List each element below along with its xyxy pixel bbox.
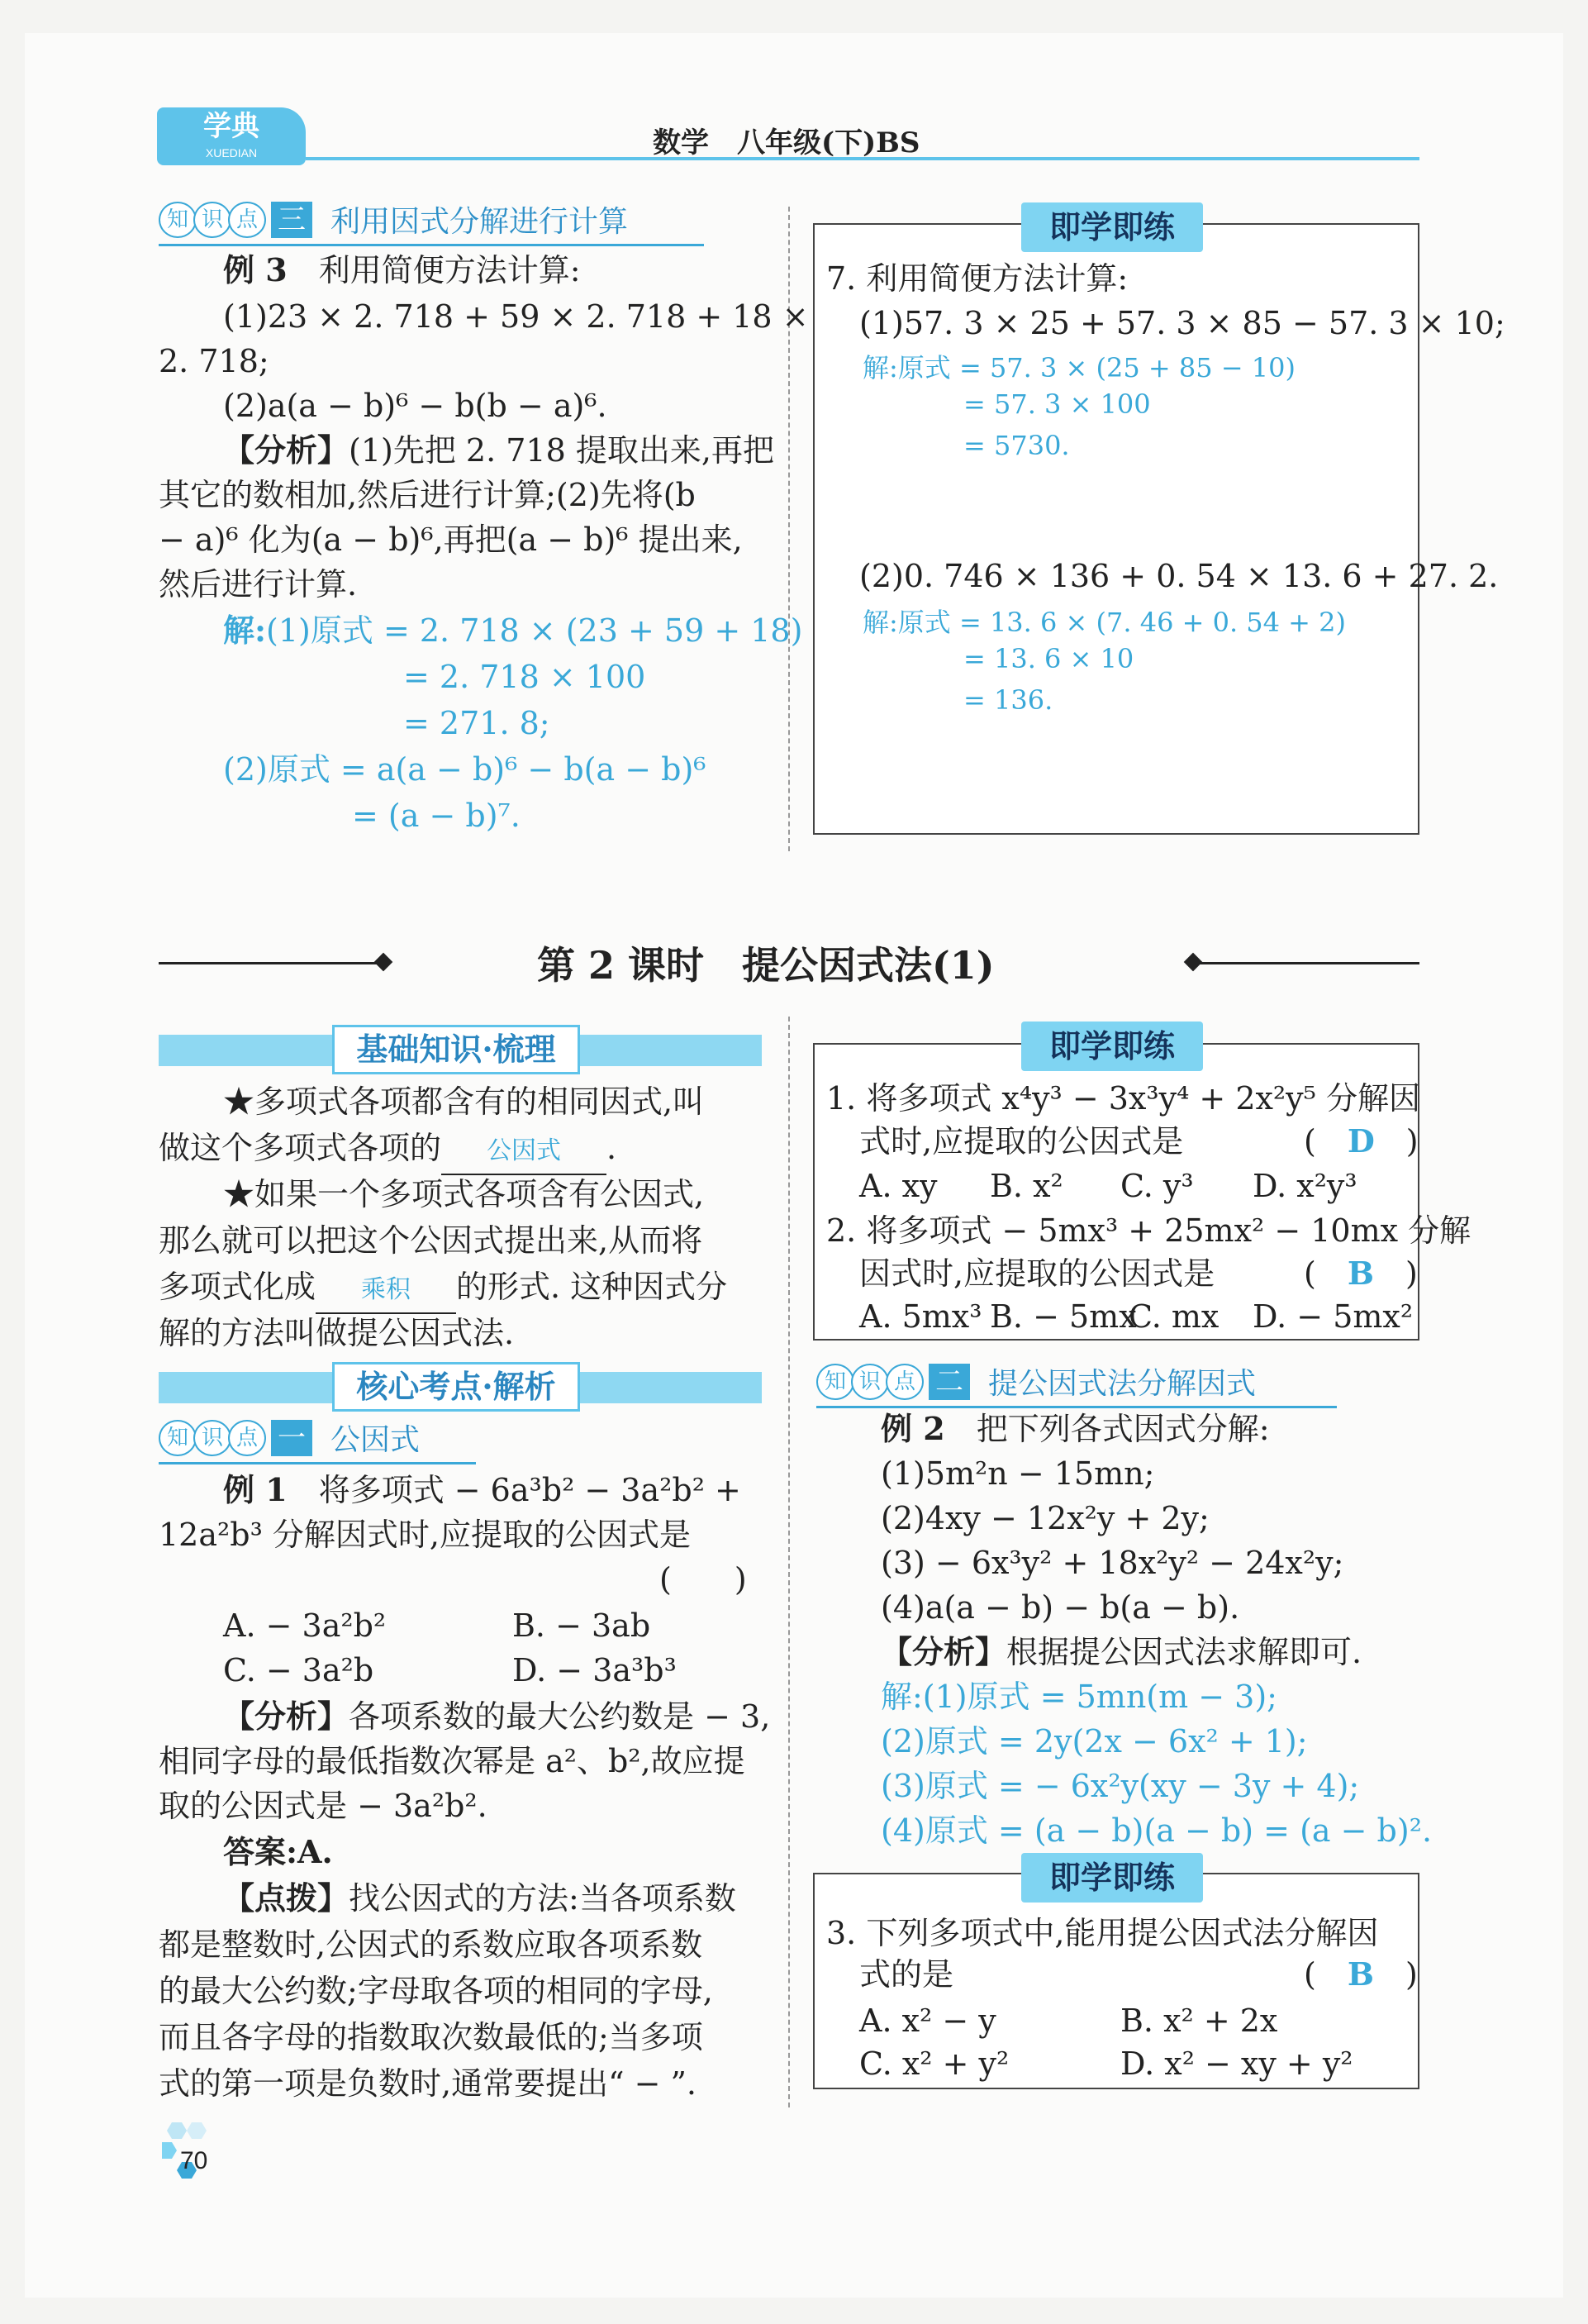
- lesson-title: 第 2 课时 提公因式法(1): [537, 943, 995, 988]
- example-1-tip-1: 【点拨】找公因式的方法:当各项系数: [223, 1879, 736, 1917]
- practice-3-option-d[interactable]: D. x² − xy + y²: [1120, 2045, 1353, 2082]
- example-3-analysis-2: 其它的数相加,然后进行计算;(2)先将(b: [159, 477, 696, 513]
- basic-line-4: 那么就可以把这个公因式提出来,从而将: [159, 1222, 703, 1259]
- basic-knowledge-banner: [159, 1031, 762, 1068]
- practice-7-a1-1: 解:原式 = 57. 3 × (25 + 85 − 10): [863, 352, 1296, 383]
- example-1-tip-3: 的最大公约数;字母取各项的相同的字母,: [159, 1973, 713, 2009]
- knowledge-point-1: [159, 1417, 476, 1464]
- practice-2-option-a[interactable]: A. 5mx³: [859, 1298, 982, 1335]
- practice-7-a1-3: = 5730.: [963, 430, 1070, 461]
- page-number: 70: [180, 2147, 208, 2174]
- practice-1-q-line-2: 式时,应提取的公因式是: [859, 1123, 1184, 1160]
- example-3-solution-2: = 2. 718 × 100: [403, 659, 646, 695]
- practice-7-q1: (1)57. 3 × 25 + 57. 3 × 85 − 57. 3 × 10;: [859, 305, 1505, 341]
- knowledge-point-2: [816, 1360, 1337, 1408]
- example-3-q1a: (1)23 × 2. 718 + 59 × 2. 718 + 18 ×: [223, 298, 809, 335]
- kp-number: 一: [271, 1420, 312, 1456]
- example-2-solution-3: (3)原式 = − 6x²y(xy − 3y + 4);: [881, 1768, 1360, 1804]
- practice-7-q2: (2)0. 746 × 136 + 0. 54 × 13. 6 + 27. 2.: [859, 558, 1499, 594]
- basic-line-2: 做这个多项式各项的 公因式 .: [159, 1126, 616, 1175]
- example-3-solution-3: = 271. 8;: [403, 705, 550, 741]
- basic-line-5: 多项式化成 乘积 的形式. 这种因式分: [159, 1264, 727, 1314]
- practice-badge: 即学即练: [1021, 202, 1203, 252]
- example-1-tip-5: 式的第一项是负数时,通常要提出“ − ”.: [159, 2065, 697, 2102]
- blank-answer-1: 公因式: [441, 1129, 606, 1175]
- practice-3-q-line-2: 式的是: [859, 1956, 954, 1993]
- basic-line-1: ★多项式各项都含有的相同因式,叫: [223, 1083, 705, 1120]
- practice-1-option-d[interactable]: D. x²y³: [1253, 1168, 1357, 1204]
- kp-bubble: 知: [159, 202, 197, 238]
- knowledge-point-3: [159, 198, 704, 246]
- kp-title: 利用因式分解进行计算: [330, 205, 629, 239]
- practice-3-option-a[interactable]: A. x² − y: [859, 2003, 996, 2039]
- example-2-stem: 例 2 把下列各式因式分解:: [881, 1410, 1270, 1447]
- practice-7-a1-2: = 57. 3 × 100: [963, 388, 1151, 420]
- kp-bubble: 识: [851, 1364, 889, 1400]
- example-2-solution-1: 解:(1)原式 = 5mn(m − 3);: [881, 1679, 1277, 1715]
- example-1-option-a[interactable]: A. − 3a²b²: [223, 1607, 387, 1644]
- example-2-q2: (2)4xy − 12x²y + 2y;: [881, 1500, 1210, 1536]
- kp-bubble: 知: [816, 1364, 854, 1400]
- practice-3-option-b[interactable]: B. x² + 2x: [1120, 2003, 1278, 2039]
- example-2-q1: (1)5m²n − 15mn;: [881, 1455, 1155, 1492]
- core-banner: [159, 1368, 762, 1405]
- core-label: 核心考点·解析: [332, 1362, 580, 1412]
- practice-2-q-line-2: 因式时,应提取的公因式是: [859, 1255, 1215, 1292]
- kp-title: 提公因式法分解因式: [988, 1367, 1257, 1401]
- practice-1-q-line-1: 1. 将多项式 x⁴y³ − 3x³y⁴ + 2x²y⁵ 分解因: [826, 1080, 1420, 1117]
- example-3-q1b: 2. 718;: [159, 343, 269, 379]
- kp-bubble: 点: [228, 202, 266, 238]
- practice-2-option-c[interactable]: C. mx: [1129, 1298, 1220, 1335]
- practice-7-title: 7. 利用简便方法计算:: [826, 260, 1129, 297]
- example-1-stem-1: 例 1 将多项式 − 6a³b² − 3a²b² +: [223, 1471, 741, 1508]
- example-1-tip-2: 都是整数时,公因式的系数应取各项系数: [159, 1926, 703, 1963]
- example-1-analysis-2: 相同字母的最低指数次幂是 a²、b²,故应提: [159, 1743, 745, 1779]
- practice-2-option-d[interactable]: D. − 5mx²: [1253, 1298, 1414, 1335]
- example-1-option-d[interactable]: D. − 3a³b³: [512, 1652, 677, 1688]
- example-1-paren: ( ): [659, 1561, 747, 1598]
- basic-line-3: ★如果一个多项式各项含有公因式,: [223, 1176, 705, 1212]
- example-2-q3: (3) − 6x³y² + 18x²y² − 24x²y;: [881, 1545, 1344, 1581]
- kp-bubble: 识: [193, 202, 231, 238]
- example-3-analysis-3: − a)⁶ 化为(a − b)⁶,再把(a − b)⁶ 提出来,: [159, 521, 743, 558]
- practice-badge: 即学即练: [1021, 1853, 1203, 1903]
- kp-bubble: 知: [159, 1420, 197, 1456]
- basic-line-6: 解的方法叫做提公因式法.: [159, 1315, 515, 1351]
- practice-7-a2-1: 解:原式 = 13. 6 × (7. 46 + 0. 54 + 2): [863, 607, 1347, 638]
- example-3-solution-5: = (a − b)⁷.: [352, 798, 521, 834]
- practice-1-option-b[interactable]: B. x²: [990, 1168, 1063, 1204]
- example-2-q4: (4)a(a − b) − b(a − b).: [881, 1589, 1240, 1626]
- logo-subtext: XUEDIAN: [205, 146, 258, 160]
- example-1-tip-4: 而且各字母的指数取次数最低的;当多项: [159, 2019, 703, 2055]
- practice-7-a2-3: = 136.: [963, 684, 1053, 716]
- kp-bubble: 点: [886, 1364, 924, 1400]
- practice-1-option-c[interactable]: C. y³: [1120, 1168, 1194, 1204]
- lesson-title-rule-left: [159, 962, 382, 964]
- practice-2-option-b[interactable]: B. − 5mx: [990, 1298, 1137, 1335]
- kp-bubble: 点: [228, 1420, 266, 1456]
- example-3-solution-4: (2)原式 = a(a − b)⁶ − b(a − b)⁶: [223, 751, 706, 788]
- kp-number: 三: [271, 202, 312, 238]
- practice-badge: 即学即练: [1021, 1022, 1203, 1071]
- practice-1-answer: ( D ): [1304, 1122, 1419, 1160]
- example-3-solution-1: 解:(1)原式 = 2. 718 × (23 + 59 + 18): [223, 612, 803, 649]
- lesson-title-rule-right: [1195, 962, 1419, 964]
- example-1-option-b[interactable]: B. − 3ab: [512, 1607, 651, 1644]
- practice-3-q-line-1: 3. 下列多项式中,能用提公因式法分解因: [826, 1915, 1379, 1951]
- practice-1-option-a[interactable]: A. xy: [859, 1168, 938, 1204]
- example-3-label: 例 3 利用简便方法计算:: [223, 251, 581, 288]
- example-3-analysis-1: 【分析】(1)先把 2. 718 提取出来,再把: [223, 431, 774, 469]
- header-logo: [157, 107, 306, 165]
- logo-text: 学典: [203, 110, 259, 143]
- kp-bubble: 识: [193, 1420, 231, 1456]
- kp-number: 二: [929, 1364, 970, 1400]
- example-2-solution-2: (2)原式 = 2y(2x − 6x² + 1);: [881, 1723, 1308, 1760]
- practice-3-answer: ( B ): [1304, 1955, 1418, 1993]
- example-1-analysis-3: 取的公因式是 − 3a²b².: [159, 1788, 487, 1824]
- basic-knowledge-label: 基础知识·梳理: [332, 1025, 580, 1074]
- practice-3-option-c[interactable]: C. x² + y²: [859, 2045, 1010, 2082]
- practice-7-a2-2: = 13. 6 × 10: [963, 643, 1134, 674]
- kp-title: 公因式: [330, 1423, 421, 1457]
- example-1-stem-2: 12a²b³ 分解因式时,应提取的公因式是: [159, 1517, 691, 1553]
- example-1-answer: 答案:A.: [223, 1833, 333, 1870]
- example-3-analysis-4: 然后进行计算.: [159, 566, 358, 602]
- header-subject: 数学 八年级(下)BS: [653, 126, 920, 160]
- example-3-q2: (2)a(a − b)⁶ − b(b − a)⁶.: [223, 388, 607, 424]
- example-2-analysis: 【分析】根据提公因式法求解即可.: [881, 1633, 1362, 1670]
- practice-2-answer: ( B ): [1304, 1255, 1418, 1292]
- example-1-analysis-1: 【分析】各项系数的最大公约数是 − 3,: [223, 1698, 771, 1735]
- example-1-option-c[interactable]: C. − 3a²b: [223, 1652, 374, 1688]
- example-2-solution-4: (4)原式 = (a − b)(a − b) = (a − b)².: [881, 1812, 1433, 1849]
- practice-2-q-line-1: 2. 将多项式 − 5mx³ + 25mx² − 10mx 分解: [826, 1212, 1472, 1249]
- column-divider-bottom: [788, 1017, 790, 2107]
- blank-answer-2: 乘积: [316, 1268, 456, 1314]
